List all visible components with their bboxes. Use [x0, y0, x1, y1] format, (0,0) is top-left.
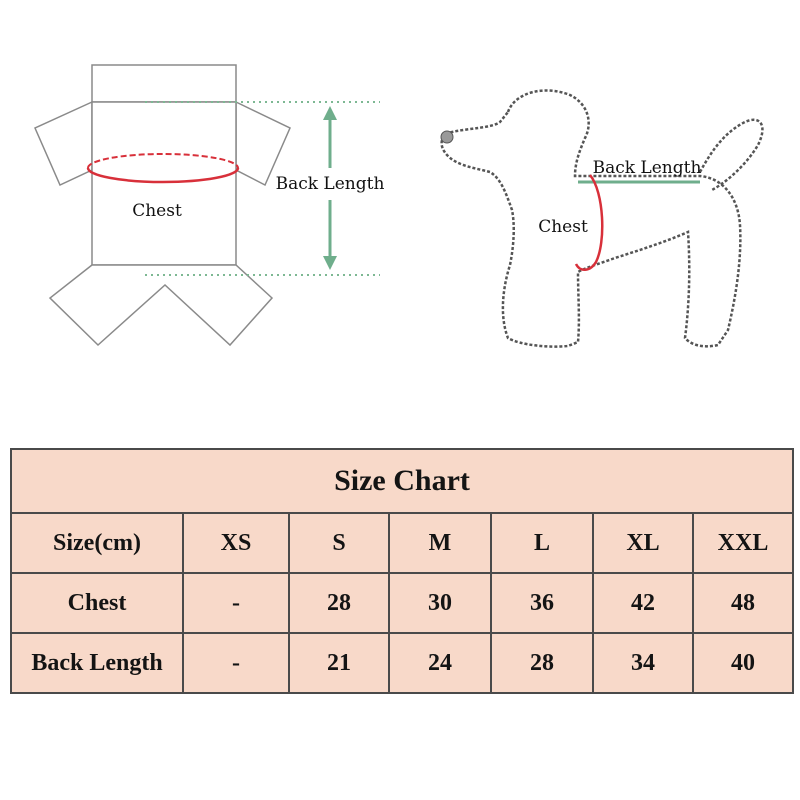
size-chart-table — [10, 448, 794, 694]
size-header-label: Size(cm) — [11, 513, 183, 573]
dog-diagram — [441, 90, 762, 346]
table-row — [11, 573, 793, 633]
garment-chest-label: Chest — [132, 201, 182, 221]
table-cell: - — [183, 633, 289, 693]
garment-legs — [50, 265, 272, 345]
table-cell: 40 — [693, 633, 793, 693]
size-header-cell: M — [389, 513, 491, 573]
table-cell: 28 — [491, 633, 593, 693]
dog-back-length-label: Back Length — [592, 158, 702, 178]
table-cell: 30 — [389, 573, 491, 633]
back-length-row-label: Back Length — [11, 633, 183, 693]
table-row — [11, 633, 793, 693]
table-cell: 48 — [693, 573, 793, 633]
size-chart-title: Size Chart — [11, 449, 793, 513]
size-chart-title-row — [11, 449, 793, 513]
table-cell: 24 — [389, 633, 491, 693]
dog-chest-label: Chest — [538, 217, 588, 237]
garment-back-length-label: Back Length — [275, 174, 385, 194]
table-cell: - — [183, 573, 289, 633]
garment-back-length-arrowhead-down — [323, 256, 337, 270]
dog-body-outline — [442, 90, 741, 346]
garment-diagram — [35, 65, 384, 345]
garment-collar — [92, 65, 236, 102]
table-cell: 36 — [491, 573, 593, 633]
size-header-cell: XL — [593, 513, 693, 573]
table-cell: 21 — [289, 633, 389, 693]
chest-row-label: Chest — [11, 573, 183, 633]
garment-back-length-arrowhead-up — [323, 106, 337, 120]
size-header-cell: S — [289, 513, 389, 573]
table-cell: 34 — [593, 633, 693, 693]
table-cell: 28 — [289, 573, 389, 633]
size-header-cell: XXL — [693, 513, 793, 573]
size-header-cell: L — [491, 513, 593, 573]
table-cell: 42 — [593, 573, 693, 633]
size-header-row — [11, 513, 793, 573]
dog-tail — [700, 120, 762, 190]
garment-right-sleeve — [236, 102, 290, 185]
size-header-cell: XS — [183, 513, 289, 573]
garment-left-sleeve — [35, 102, 92, 185]
garment-body — [92, 102, 236, 265]
dog-nose — [441, 131, 453, 143]
